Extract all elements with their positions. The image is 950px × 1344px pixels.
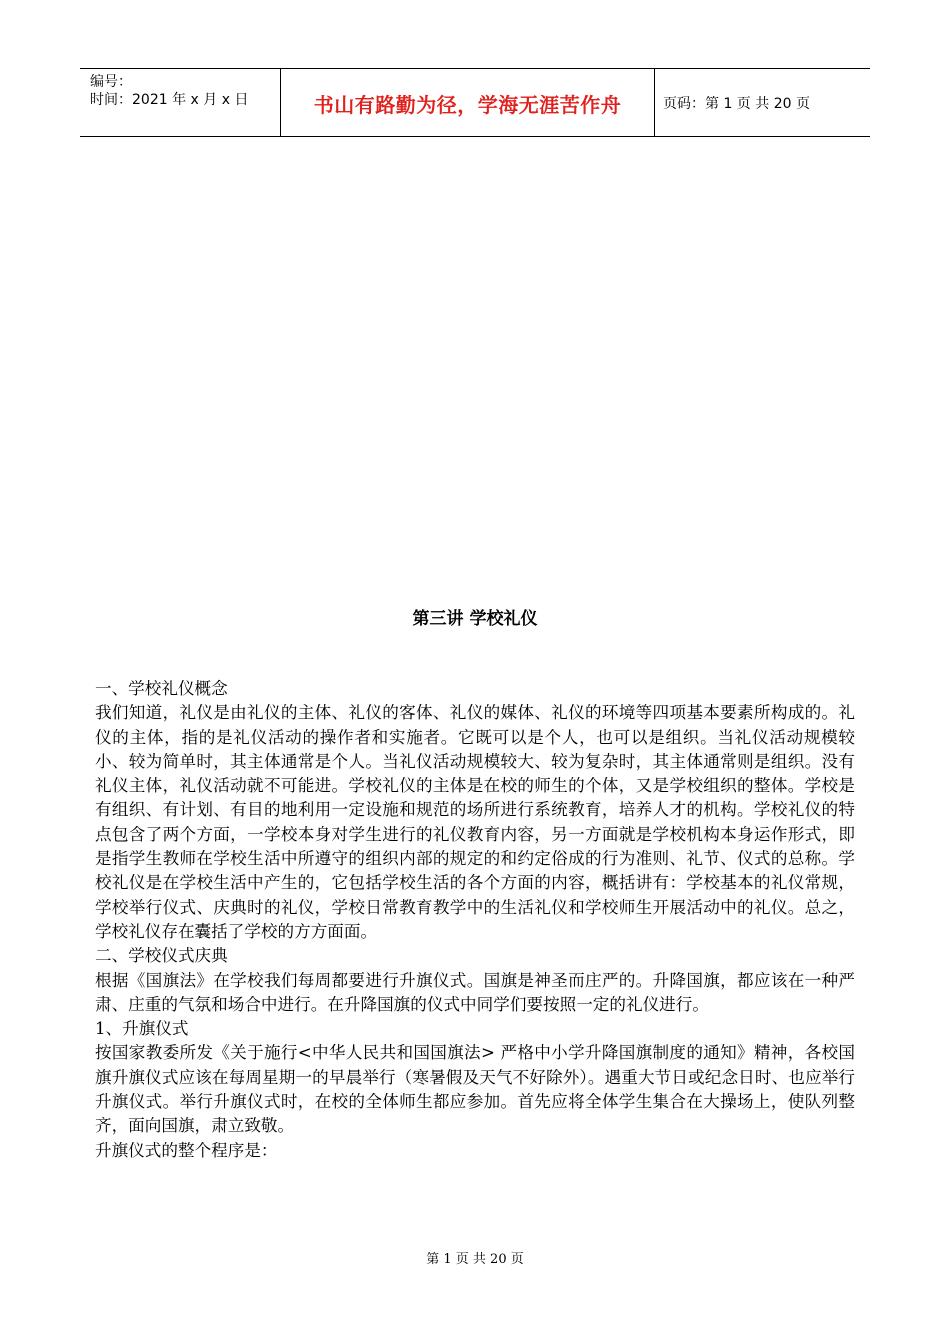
header-meta-cell — [80, 69, 281, 136]
page-code-label: 页码：第 1 页 共 20 页 — [663, 95, 810, 112]
subsection-heading: 1、升旗仪式 — [95, 1019, 189, 1039]
header-page-cell — [655, 69, 870, 136]
body-paragraph: 升旗仪式的整个程序是： — [95, 1140, 278, 1160]
body-paragraph: 根据《国旗法》在学校我们每周都要进行升旗仪式。国旗是神圣而庄严的。升降国旗，都应该在一种严肃、庄重的气氛和场合中进行。在升降国旗的仪式中同学们要按照一定的礼仪进行。 — [95, 970, 855, 1014]
body-paragraph: 按国家教委所发《关于施行<中华人民共和国国旗法> 严格中小学升降国旗制度的通知》精神，各校国旗升旗仪式应该在每周星期一的早晨举行（寒暑假及天气不好除外）。遇重大节日或纪念日时、也应举行升旗仪式。举行升旗仪式时，在校的全体师生都应参加。首先应将全体学生集合在大操场上，使队列整齐，面向国旗，肃立致敬。 — [95, 1043, 855, 1136]
page-footer: 第 1 页 共 20 页 — [426, 1252, 524, 1267]
body-paragraph: 我们知道，礼仪是由礼仪的主体、礼仪的客体、礼仪的媒体、礼仪的环境等四项基本要素所构成的。礼仪的主体，指的是礼仪活动的操作者和实施者。它既可以是个人，也可以是组织。当礼仪活动规模较小、较为简单时，其主体通常是个人。当礼仪活动规模较大、较为复杂时，其主体通常则是组织。没有礼仪主体，礼仪活动就不可能进。学校礼仪的主体是在校的师生的个体，又是学校组织的整体。学校是有组织、有计划、有目的地利用一定设施和规范的场所进行系统教育，培养人才的机构。学校礼仪的特点包含了两个方面，一学校本身对学生进行的礼仪教育内容，另一方面就是学校机构本身运作形式，即是指学生教师在学校生活中所遵守的组织内部的规定的和约定俗成的行为准则、礼节、仪式的总称。学校礼仪是在学校生活中产生的，它包括学校生活的各个方面的内容，概括讲有：学校基本的礼仪常规，学校举行仪式、庆典时的礼仪，学校日常教育教学中的生活礼仪和学校师生开展活动中的礼仪。总之，学校礼仪存在囊括了学校的方方面面。 — [95, 703, 855, 941]
document-date-label: 时间：2021 年 x 月 x 日 — [90, 92, 249, 108]
document-body — [95, 677, 855, 1163]
header-motto-cell — [281, 69, 655, 136]
page-title: 第三讲 学校礼仪 — [412, 609, 538, 629]
section-heading: 一、学校礼仪概念 — [95, 679, 228, 698]
document-number-label: 编号： — [90, 74, 132, 90]
document-header — [80, 68, 870, 137]
motto-text: 书山有路勤为径，学海无涯苦作舟 — [313, 93, 622, 117]
section-heading: 二、学校仪式庆典 — [95, 946, 228, 966]
